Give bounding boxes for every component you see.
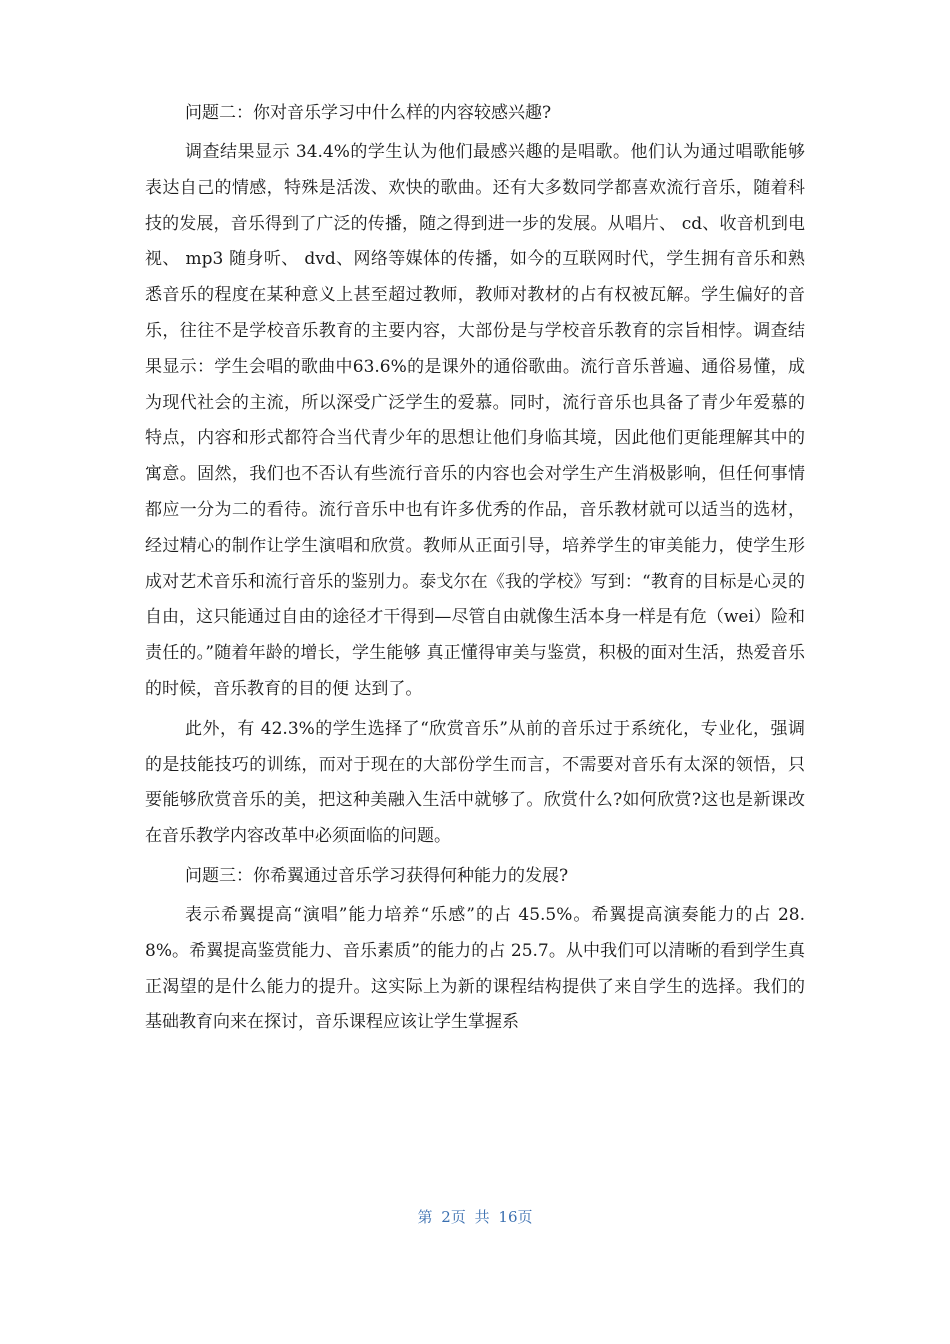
question-2-paragraph-1: 调查结果显示 34.4%的学生认为他们最感兴趣的是唱歌。他们认为通过唱歌能够表达自己的情感，特殊是活泼、欢快的歌曲。还有大多数同学都喜欢流行音乐，随着科技的发展，音乐得到了广泛的传播，随之得到进一步的发展。从唱片、 cd、收音机到电视、 mp3 随身听、 dvd、网络等媒体的传播，如今的互联网时代，学生拥有音乐和熟悉音乐的程度在某种意义上甚至超过教师，教师对教材的占有权被瓦解。学生偏好的音乐，往往不是学校音乐教育的主要内容，大部份是与学校音乐教育的宗旨相悖。调查结果显示：学生会唱的歌曲中63.6%的是课外的通俗歌曲。流行音乐普遍、通俗易懂，成为现代社会的主流，所以深受广泛学生的爱慕。同时，流行音乐也具备了青少年爱慕的特点，内容和形式都符合当代青少年的思想让他们身临其境，因此他们更能理解其中的寓意。固然，我们也不否认有些流行音乐的内容也会对学生产生消极影响，但任何事情都应一分为二的看待。流行音乐中也有许多优秀的作品，音乐教材就可以适当的选材，经过精心的制作让学生演唱和欣赏。教师从正面引导，培养学生的审美能力，使学生形成对艺术音乐和流行音乐的鉴别力。泰戈尔在《我的学校》写到：“教育的目标是心灵的自由，这只能通过自由的途径才干得到—尽管自由就像生活本身一样是有危（wei）险和责任的。”随着年龄的增长，学生能够 真正懂得审美与鉴赏，积极的面对生活，热爱音乐的时候，音乐教育的目的便 达到了。 [145, 142, 805, 699]
question-2-heading: 问题二：你对音乐学习中什么样的内容较感兴趣? [185, 103, 552, 123]
footer-page-number: 2页 [441, 1208, 466, 1226]
footer-separator: 共 [474, 1208, 490, 1226]
question-2-paragraph-2: 此外，有 42.3%的学生选择了“欣赏音乐”从前的音乐过于系统化，专业化，强调的是技能技巧的训练，而对于现在的大部份学生而言，不需要对音乐有太深的领悟，只要能够欣赏音乐的美，把这种美融入生活中就够了。欣赏什么?如何欣赏?这也是新课改在音乐教学内容改革中必须面临的问题。 [145, 718, 805, 847]
question-3-paragraph-1: 表示希翼提高“演唱”能力培养“乐感”的占 45.5%。希翼提高演奏能力的占 28.8%。希翼提高鉴赏能力、音乐素质”的能力的占 25.7。从中我们可以清晰的看到学生真正渴望的是什么能力的提升。这实际上为新的课程结构提供了来自学生的选择。我们的基础教育向来在探讨，音乐课程应该让学生掌握系 [145, 904, 805, 1033]
footer-total-pages: 16页 [498, 1208, 533, 1226]
question-3-heading: 问题三：你希翼通过音乐学习获得何种能力的发展? [185, 865, 569, 886]
footer-prefix: 第 [417, 1208, 433, 1226]
document-body [145, 96, 805, 1045]
page-footer [0, 1206, 950, 1227]
